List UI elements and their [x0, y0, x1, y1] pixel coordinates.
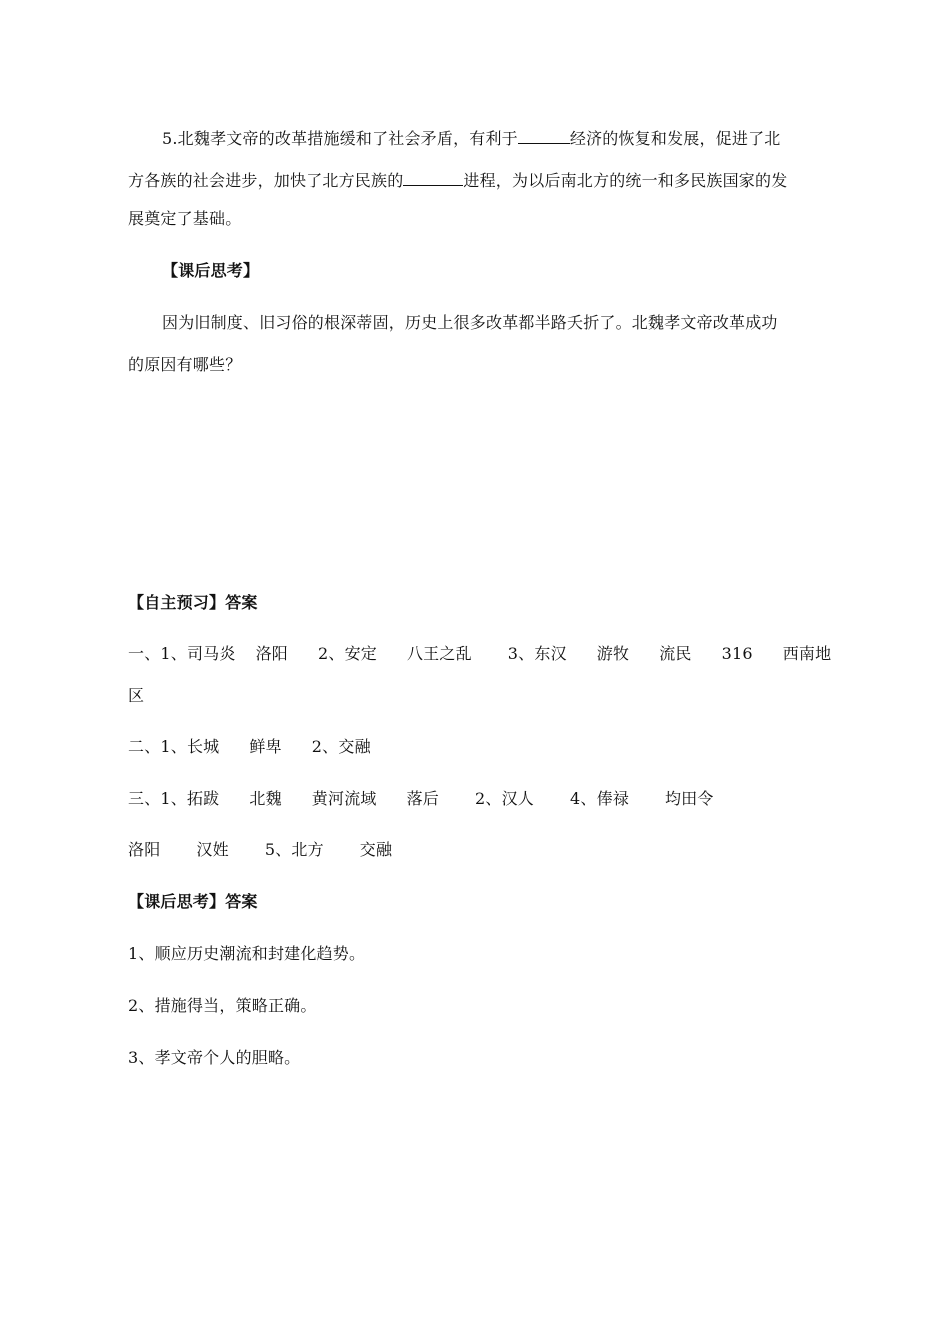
preview-answers-row-1 [128, 644, 831, 664]
question-5-text-b: 经济的恢复和发展，促进了北 [569, 129, 781, 148]
after-class-heading: 【课后思考】 [162, 261, 260, 280]
fill-blank-2 [403, 169, 463, 186]
question-5-line-3: 展奠定了基础。 [128, 209, 242, 228]
preview-answers-row-2 [128, 737, 371, 757]
answer-item: 均田令 [664, 789, 714, 808]
answer-item: 一、1、司马炎 [128, 644, 236, 663]
after-class-answer-2: 2、措施得当，策略正确。 [128, 996, 317, 1015]
question-5-text-c: 方各族的社会进步，加快了北方民族的 [128, 171, 404, 190]
fill-blank-1 [518, 127, 570, 144]
answer-item: 西南地 [782, 644, 832, 663]
question-5-text-d: 进程，为以后南北方的统一和多民族国家的发 [463, 171, 788, 190]
after-class-text-line-1: 因为旧制度、旧习俗的根深蒂固，历史上很多改革都半路夭折了。北魏孝文帝改革成功 [162, 313, 778, 332]
answer-item: 二、1、长城 [128, 737, 220, 756]
answer-item: 2、安定 [318, 644, 377, 663]
preview-answers-row-3 [128, 789, 714, 809]
question-5-text-a: 5.北魏孝文帝的改革措施缓和了社会矛盾，有利于 [162, 129, 518, 148]
after-class-answer-1: 1、顺应历史潮流和封建化趋势。 [128, 944, 366, 963]
answer-item: 三、1、拓跋 [128, 789, 220, 808]
answer-item: 游牧 [596, 644, 630, 663]
answer-item: 洛阳 [255, 644, 288, 663]
answer-item: 流民 [659, 644, 692, 663]
answer-item: 5、北方 [264, 840, 324, 859]
answer-item: 北魏 [249, 789, 282, 808]
answer-item: 汉姓 [196, 840, 229, 859]
answer-item: 八王之乱 [406, 644, 472, 663]
answer-item: 交融 [359, 840, 393, 859]
question-5-line-1 [162, 127, 780, 149]
after-class-answer-3: 3、孝文帝个人的胆略。 [128, 1048, 301, 1067]
answer-item: 316 [721, 644, 753, 663]
answer-item: 3、东汉 [507, 644, 567, 663]
answer-item: 鲜卑 [249, 737, 282, 756]
question-5-line-2 [128, 169, 787, 191]
answer-item: 2、交融 [311, 737, 371, 756]
preview-answers-heading: 【自主预习】答案 [128, 593, 258, 612]
after-class-text-line-2: 的原因有哪些？ [128, 355, 242, 374]
preview-answers-row-1-cont: 区 [128, 686, 145, 705]
after-class-answers-heading: 【课后思考】答案 [128, 892, 258, 911]
answer-item: 4、俸禄 [570, 789, 629, 808]
answer-item: 2、汉人 [475, 789, 534, 808]
answer-item: 黄河流域 [311, 789, 377, 808]
answer-item: 落后 [406, 789, 440, 808]
answer-item: 洛阳 [128, 840, 161, 859]
preview-answers-row-4 [128, 840, 392, 860]
